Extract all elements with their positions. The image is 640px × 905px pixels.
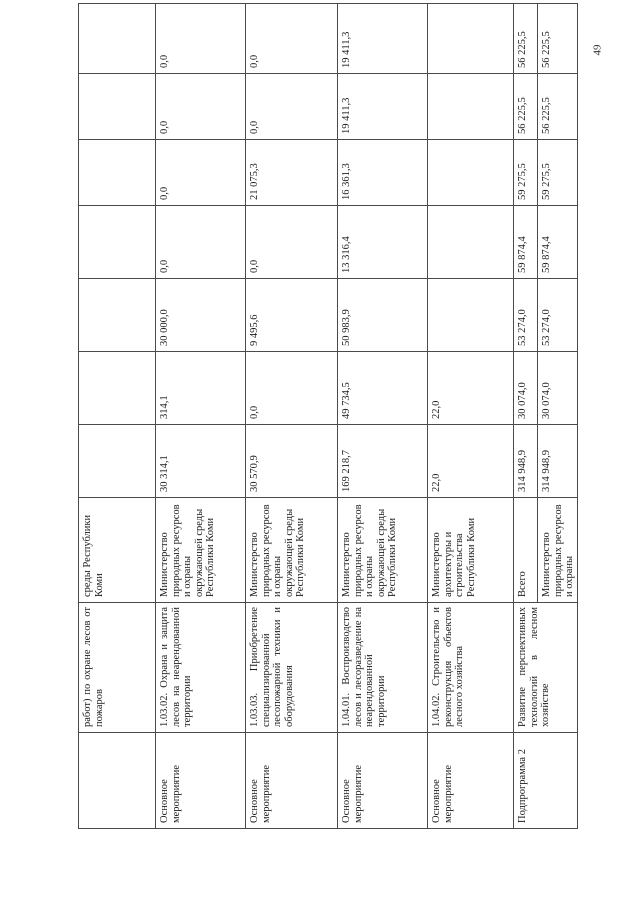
- value-cell: 314 948,9: [514, 425, 538, 498]
- value-cell: 169 218,7: [338, 425, 428, 498]
- value-cell: 59 874,4: [514, 206, 538, 279]
- activity-cell: 1.04.01. Воспроизводство лесов и лесоразведение на неарендованной территории: [338, 603, 428, 733]
- value-cell: 30 000,0: [156, 279, 246, 352]
- page-number: 49: [591, 44, 604, 56]
- value-cell: [428, 74, 514, 140]
- type-cell: Подпрограмма 2: [514, 733, 578, 829]
- type-cell: Основное мероприятие: [246, 733, 338, 829]
- value-cell: 0,0: [246, 4, 338, 74]
- activity-cell: работ) по охране лесов от пожаров: [79, 603, 156, 733]
- type-cell: [79, 733, 156, 829]
- responsible-cell: Министерство природных ресурсов и охраны окружающей среды Республики Коми: [156, 498, 246, 603]
- value-cell: 314 948,9: [538, 425, 578, 498]
- responsible-cell: Министерство архитектуры и строительства Республики Коми: [428, 498, 514, 603]
- value-cell: 56 225,5: [514, 74, 538, 140]
- value-cell: 21 075,3: [246, 140, 338, 206]
- activity-cell: 1.04.02. Строительство и реконструкция объектов лесного хозяйства: [428, 603, 514, 733]
- type-cell: Основное мероприятие: [428, 733, 514, 829]
- type-cell: Основное мероприятие: [338, 733, 428, 829]
- activity-cell: 1.03.02. Охрана и защита лесов на неарендованной территории: [156, 603, 246, 733]
- value-cell: [428, 4, 514, 74]
- value-cell: 59 275,5: [514, 140, 538, 206]
- table-row: [156, 4, 246, 829]
- responsible-cell: Министерство природных ресурсов и охраны: [538, 498, 578, 603]
- activity-cell: 1.03.03. Приобретение специализированной лесопожарной техники и оборудования: [246, 603, 338, 733]
- value-cell: [428, 140, 514, 206]
- value-cell: 314,1: [156, 352, 246, 425]
- value-cell: 59 275,5: [538, 140, 578, 206]
- value-cell: 22,0: [428, 425, 514, 498]
- value-cell: 0,0: [156, 74, 246, 140]
- value-cell: 0,0: [156, 140, 246, 206]
- value-cell: 49 734,5: [338, 352, 428, 425]
- value-cell: 0,0: [156, 4, 246, 74]
- value-cell: 50 983,9: [338, 279, 428, 352]
- value-cell: 0,0: [156, 206, 246, 279]
- value-cell: [428, 206, 514, 279]
- budget-table: [78, 3, 578, 829]
- value-cell: 30 074,0: [538, 352, 578, 425]
- value-cell: [79, 352, 156, 425]
- type-cell: Основное мероприятие: [156, 733, 246, 829]
- value-cell: 16 361,3: [338, 140, 428, 206]
- responsible-cell: Министерство природных ресурсов и охраны окружающей среды Республики Коми: [246, 498, 338, 603]
- value-cell: 19 411,3: [338, 4, 428, 74]
- value-cell: [79, 140, 156, 206]
- table-row: [79, 4, 156, 829]
- activity-cell: Развитие перспективных технологий в лесном хозяйстве: [514, 603, 578, 733]
- value-cell: [79, 425, 156, 498]
- value-cell: 19 411,3: [338, 74, 428, 140]
- value-cell: [79, 206, 156, 279]
- value-cell: 13 316,4: [338, 206, 428, 279]
- value-cell: 30 570,9: [246, 425, 338, 498]
- rotated-page: [78, 4, 576, 829]
- value-cell: [79, 74, 156, 140]
- value-cell: 56 225,5: [538, 74, 578, 140]
- table-row: [246, 4, 338, 829]
- responsible-cell: Всего: [514, 498, 538, 603]
- value-cell: 56 225,5: [538, 4, 578, 74]
- value-cell: 53 274,0: [538, 279, 578, 352]
- value-cell: 0,0: [246, 206, 338, 279]
- value-cell: 0,0: [246, 352, 338, 425]
- value-cell: [79, 279, 156, 352]
- value-cell: 9 495,6: [246, 279, 338, 352]
- value-cell: 59 874,4: [538, 206, 578, 279]
- responsible-cell: Министерство природных ресурсов и охраны окружающей среды Республики Коми: [338, 498, 428, 603]
- value-cell: [428, 279, 514, 352]
- table-row: [514, 4, 538, 829]
- value-cell: 0,0: [246, 74, 338, 140]
- value-cell: 30 314,1: [156, 425, 246, 498]
- value-cell: 53 274,0: [514, 279, 538, 352]
- value-cell: 30 074,0: [514, 352, 538, 425]
- value-cell: 22,0: [428, 352, 514, 425]
- table-row: [338, 4, 428, 829]
- responsible-cell: среды Республики Коми: [79, 498, 156, 603]
- table-row: [428, 4, 514, 829]
- value-cell: [79, 4, 156, 74]
- value-cell: 56 225,5: [514, 4, 538, 74]
